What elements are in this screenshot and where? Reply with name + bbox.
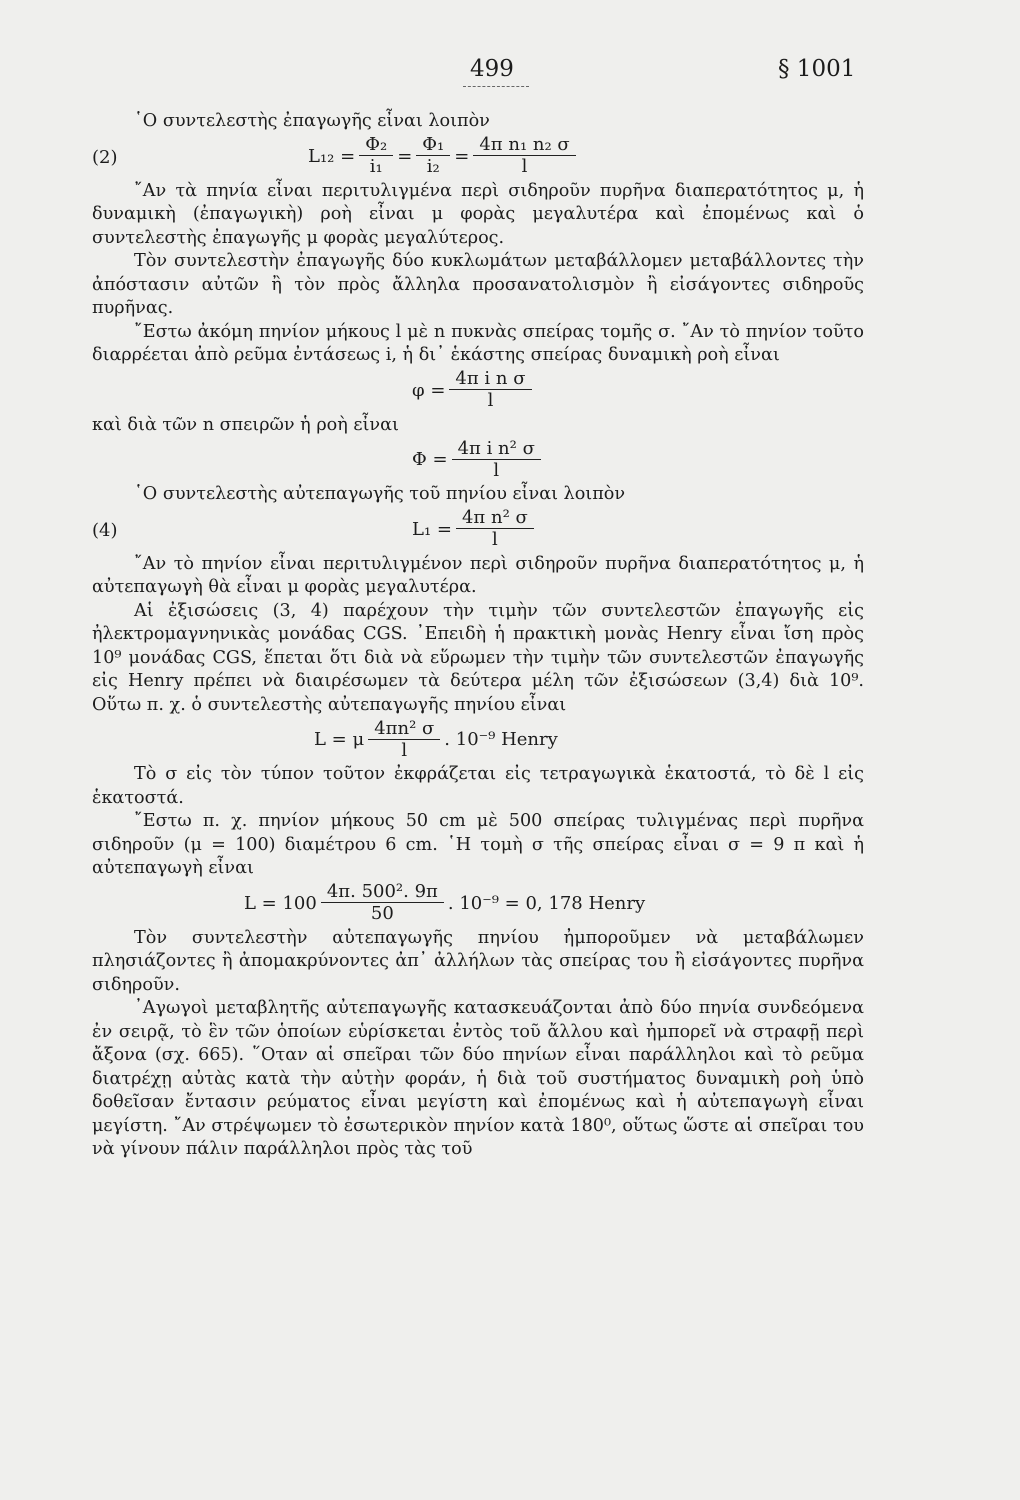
paragraph: ῎Αν τὰ πηνία εἶναι περιτυλιγμένα περὶ σιδηροῦν πυρῆνα διαπερατότητος μ, ἡ δυναμικὴ (ἐπαγωγικὴ) ροὴ εἶναι μ φορὰς μεγαλυτέρα καὶ ἐπομένως καὶ ὁ συντελεστὴς ἐπαγωγῆς μ φορὰς μεγαλύτερος. xyxy=(92,180,864,248)
equation-2: (2) L₁₂ = $\frac{\text{Φ₂}}{\text{i₁}}$ = $\frac{\text{Φ₁}}{\text{i₂}}$ = $\frac{\text{4π n₁ n₂ σ}}{l}$ xyxy=(92,134,864,180)
eq-lhs: L₁₂ = xyxy=(308,145,356,167)
fraction: $\frac{\text{4π i n σ}}{l}$ xyxy=(449,369,531,412)
paragraph: ῎Εστω π. χ. πηνίον μήκους 50 cm μὲ 500 σπείρας τυλιγμένας περὶ πυρῆνα σιδηροῦν (μ = 100) διαμέτρου 6 cm. ῾Η τομὴ σ τῆς σπείρας εἶναι σ = 9 π καὶ ἡ αὐτεπαγωγὴ εἶναι xyxy=(92,811,864,878)
fraction: $\frac{\text{4πn² σ}}{l}$ xyxy=(368,719,440,762)
equation-numeric: L = 100 $\frac{\text{4π. 500². 9π}}{50}$ . 10⁻⁹ = 0, 178 Henry xyxy=(244,881,646,924)
fraction: $\frac{\text{Φ₂}}{\text{i₁}}$ xyxy=(359,135,393,178)
paragraph: ῎Εστω ἀκόμη πηνίον μήκους l μὲ n πυκνὰς σπείρας τομῆς σ. ῎Αν τὸ πηνίον τοῦτο διαρρέεται ἀπὸ ρεῦμα ἐντάσεως i, ἡ δι᾿ ἑκάστης σπείρας δυναμικὴ ροὴ εἶναι xyxy=(92,321,864,365)
paragraph: ῾Ο συντελεστὴς αὐτεπαγωγῆς τοῦ πηνίου εἶναι λοιπὸν xyxy=(134,484,626,504)
equation-L-henry: L = μ $\frac{\text{4πn² σ}}{l}$ . 10⁻⁹ Henry xyxy=(314,717,558,761)
paragraph: καὶ διὰ τῶν n σπειρῶν ἡ ροὴ εἶναι xyxy=(92,414,399,435)
paragraph: ᾿Αγωγοὶ μεταβλητῆς αὐτεπαγωγῆς κατασκευάζονται ἀπὸ δύο πηνία συνδεόμενα ἐν σειρᾷ, τὸ ἓν τῶν ὁποίων εὑρίσκεται ἐντὸς τοῦ ἄλλου καὶ ἠμπορεῖ νὰ στραφῇ περὶ ἄξονα (σχ. 665). ῞Οταν αἱ σπεῖραι τῶν δύο πηνίων εἶναι παράλληλοι καὶ τὸ ρεῦμα διατρέχῃ αὐτὰς κατὰ τὴν αὐτὴν φοράν, ἡ διὰ τοῦ συστήματος δυναμικὴ ροὴ ὑπὸ δοθεῖσαν ἔντασιν ρεύματος εἶναι μεγίστη καὶ ἐπομένως καὶ ἡ αὐτεπαγωγὴ εἶναι μεγίστη. ῎Αν στρέψωμεν τὸ ἐσωτερικὸν πηνίον κατὰ 180⁰, οὕτως ὥστε αἱ σπεῖραι του νὰ γίνουν πάλιν παράλληλοι πρὸς τὰς τοῦ xyxy=(92,998,864,1159)
fraction: $\frac{\text{4π i n² σ}}{l}$ xyxy=(452,439,541,482)
paragraph: Τὸν συντελεστὴν ἐπαγωγῆς δύο κυκλωμάτων μεταβάλλομεν μεταβάλλοντες τὴν ἀπόστασιν αὐτῶν ἢ τὸν πρὸς ἄλληλα προσανατολισμὸν ἢ εἰσάγοντες σιδηροῦς πυρῆνας. xyxy=(92,251,864,318)
paragraph: ῾Ο συντελεστὴς ἐπαγωγῆς εἶναι λοιπὸν xyxy=(134,111,490,131)
paragraph: Αἱ ἐξισώσεις (3, 4) παρέχουν τὴν τιμὴν τῶν συντελεστῶν ἐπαγωγῆς εἰς ἠλεκτρομαγνηνικὰς μονάδας CGS. ᾿Επειδὴ ἡ πρακτικὴ μονὰς Henry εἶναι ἴση πρὸς 10⁹ μονάδας CGS, ἕπεται ὅτι διὰ νὰ εὕρωμεν τὴν τιμὴν τῶν συντελεστῶν ἐπαγωγῆς εἰς Henry πρέπει νὰ διαιρέσωμεν τὰ δεύτερα μέλη τῶν ἐξισώσεων (3,4) διὰ 10⁹. Οὕτω π. χ. ὁ συντελεστὴς αὐτεπαγωγῆς πηνίου εἶναι xyxy=(92,600,864,715)
fraction: $\frac{\text{4π n² σ}}{l}$ xyxy=(456,508,534,551)
fraction: $\frac{\text{4π. 500². 9π}}{50}$ xyxy=(321,882,444,925)
fraction: $\frac{\text{4π n₁ n₂ σ}}{l}$ xyxy=(473,135,575,178)
equation-label: (4) xyxy=(92,519,118,541)
equation-label: (2) xyxy=(92,146,118,168)
page-number: 499 xyxy=(470,56,514,82)
page-number-underline xyxy=(463,86,529,87)
equation-phi-small: φ = $\frac{\text{4π i n σ}}{l}$ xyxy=(92,368,864,414)
equation-phi-big: Φ = $\frac{\text{4π i n² σ}}{l}$ xyxy=(92,437,864,483)
section-number: § 1001 xyxy=(778,56,856,82)
page-header xyxy=(0,56,1020,96)
paragraph: Τὸ σ εἰς τὸν τύπον τοῦτον ἐκφράζεται εἰς τετραγωγικὰ ἑκατοστά, τὸ δὲ l εἰς ἑκατοστά. xyxy=(92,764,864,808)
body-text xyxy=(92,110,864,1162)
equation-4: (4) L₁ = $\frac{\text{4π n² σ}}{l}$ xyxy=(92,507,864,553)
paragraph: ῎Αν τὸ πηνίον εἶναι περιτυλιγμένον περὶ σιδηροῦν πυρῆνα διαπερατότητος μ, ἡ αὐτεπαγωγὴ θὰ εἶναι μ φορὰς μεγαλυτέρα. xyxy=(92,553,864,597)
paragraph: Τὸν συντελεστὴν αὐτεπαγωγῆς πηνίου ἠμποροῦμεν νὰ μεταβάλωμεν πλησιάζοντες ἢ ἀπομακρύνοντες ἀπ᾿ ἀλλήλων τὰς σπείρας του ἢ εἰσάγοντες πυρῆνα σιδηροῦν. xyxy=(92,927,864,995)
fraction: $\frac{\text{Φ₁}}{\text{i₂}}$ xyxy=(416,135,450,178)
